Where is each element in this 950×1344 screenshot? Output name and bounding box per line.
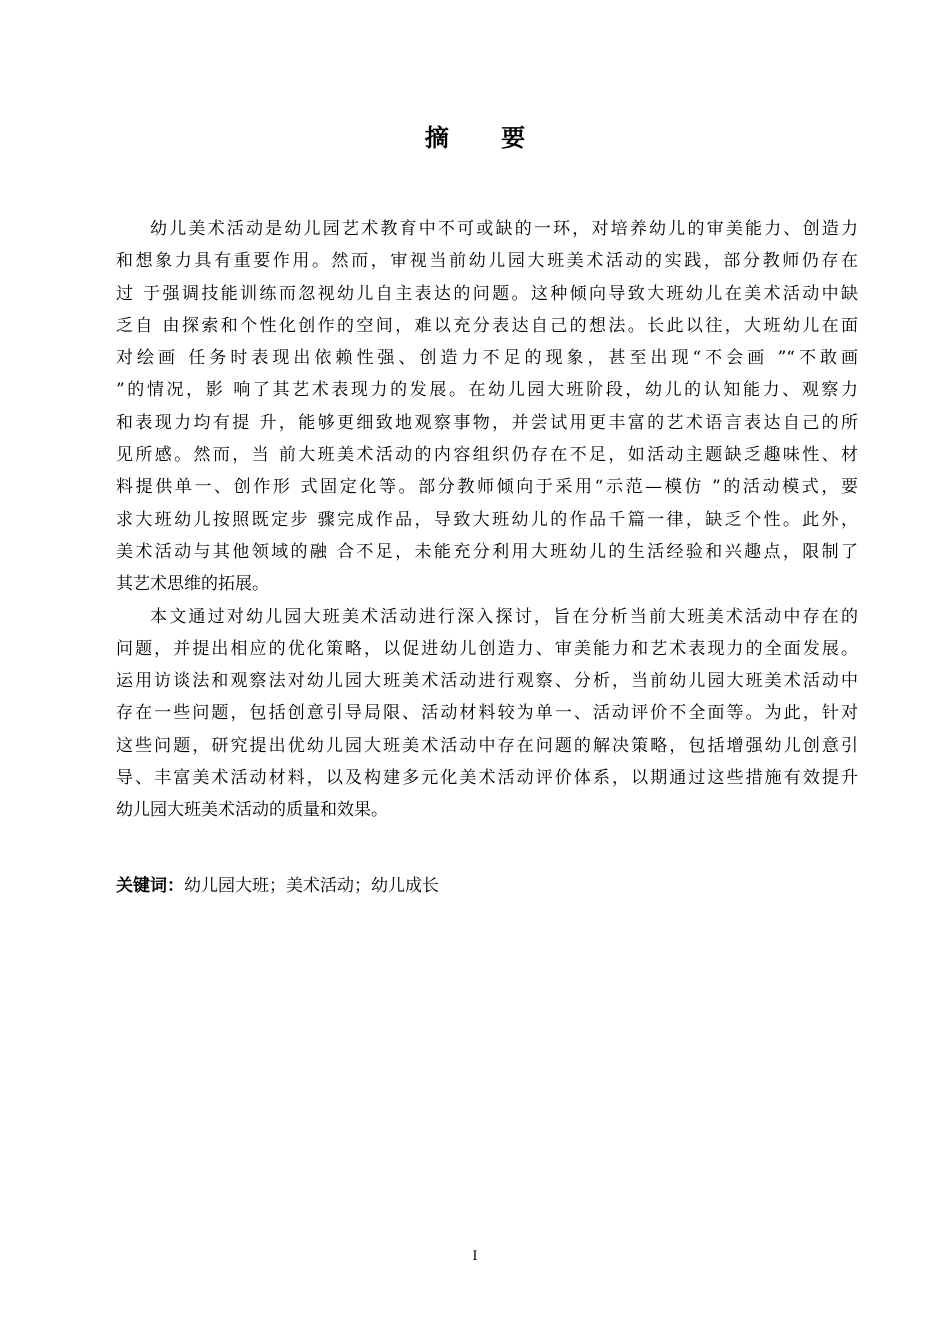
paragraph-line: 料提供单一、创作形 式固定化等。部分教师倾向于采用“示范—模仿 ”的活动模式，要 [116, 477, 858, 498]
paragraph-line: 这些问题，研究提出优幼儿园大班美术活动中存在问题的解决策略，包括增强幼儿创意引 [116, 735, 858, 756]
paragraph-line: 和想象力具有重要作用。然而，审视当前幼儿园大班美术活动的实践，部分教师仍存在 [116, 251, 858, 272]
paragraph-line: 和表现力均有提 升，能够更细致地观察事物，并尝试用更丰富的艺术语言表达自己的所 [116, 412, 858, 433]
paragraph-line: 问题，并提出相应的优化策略，以促进幼儿创造力、审美能力和艺术表现力的全面发展。 [116, 638, 858, 659]
paragraph-line: 幼儿园大班美术活动的质量和效果。 [116, 800, 388, 821]
keywords-line [116, 873, 439, 899]
keywords-value: 幼儿园大班；美术活动；幼儿成长 [184, 876, 439, 896]
page-number: I [472, 1249, 478, 1264]
paragraph-line: 见所感。然而，当 前大班美术活动的内容组织仍存在不足，如活动主题缺乏趣味性、材 [116, 445, 858, 466]
paragraph-line: 求大班幼儿按照既定步 骤完成作品，导致大班幼儿的作品千篇一律，缺乏个性。此外， [116, 509, 858, 530]
paragraph-line: 美术活动与其他领域的融 合不足，未能充分利用大班幼儿的生活经验和兴趣点，限制了 [116, 541, 858, 562]
paragraph-line: 导、丰富美术活动材料，以及构建多元化美术活动评价体系，以期通过这些措施有效提升 [116, 768, 858, 789]
paragraph-line: 幼儿美术活动是幼儿园艺术教育中不可或缺的一环，对培养幼儿的审美能力、创造力 [150, 219, 858, 239]
abstract-paragraph-1 [116, 213, 858, 601]
paragraph-line: ”的情况，影 响了其艺术表现力的发展。在幼儿园大班阶段，幼儿的认知能力、观察力 [116, 380, 858, 401]
paragraph-line: 存在一些问题，包括创意引导局限、活动材料较为单一、活动评价不全面等。为此，针对 [116, 703, 858, 724]
abstract-title: 摘 要 [424, 124, 548, 152]
paragraph-line: 本文通过对幼儿园大班美术活动进行深入探讨，旨在分析当前大班美术活动中存在的 [150, 606, 858, 627]
paragraph-line: 运用访谈法和观察法对幼儿园大班美术活动进行观察、分析，当前幼儿园大班美术活动中 [116, 671, 858, 692]
paragraph-line: 对绘画 任务时表现出依赖性强、创造力不足的现象，甚至出现“不会画 ”“不敢画 [116, 348, 858, 369]
paragraph-line: 乏自 由探索和个性化创作的空间，难以充分表达自己的想法。长此以往，大班幼儿在面 [116, 315, 858, 336]
paragraph-line: 其艺术思维的拓展。 [116, 574, 269, 595]
keywords-label: 关键词： [116, 876, 184, 896]
paragraph-line: 过 于强调技能训练而忽视幼儿自主表达的问题。这种倾向导致大班幼儿在美术活动中缺 [116, 283, 858, 304]
abstract-paragraph-2 [116, 601, 858, 827]
abstract-body [116, 213, 858, 827]
